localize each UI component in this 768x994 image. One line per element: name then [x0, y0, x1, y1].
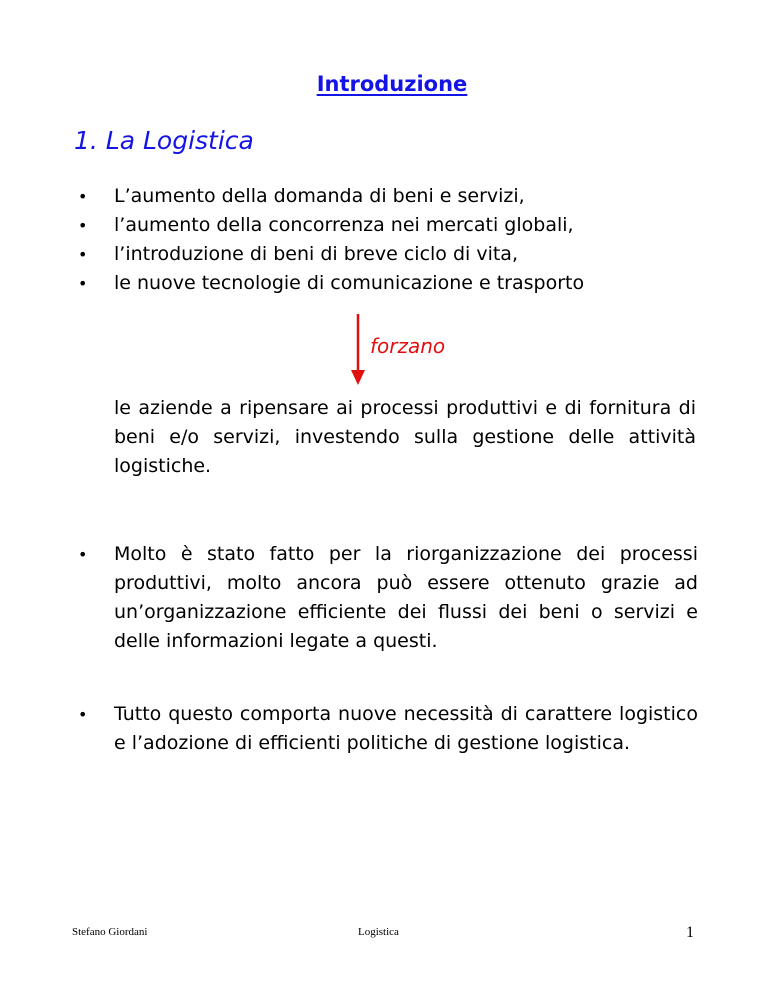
body-paragraph: le aziende a ripensare ai processi produttivi e di fornitura di beni e/o servizi, investendo sulla gestione delle attività logistiche.: [114, 397, 696, 477]
page-number: 1: [686, 924, 694, 941]
bullet-icon: •: [78, 705, 88, 724]
page-title: Introduzione: [316, 72, 468, 96]
bullet-icon: •: [78, 545, 88, 564]
bullet-point: [78, 700, 698, 758]
footer-author: Stefano Giordani: [72, 926, 148, 938]
list-item: • L’aumento della domanda di beni e servizi,: [78, 182, 584, 211]
arrow-label: forzano: [370, 334, 446, 358]
bullet-point: [78, 540, 698, 656]
footer-title: Logistica: [358, 926, 399, 938]
down-arrow-icon: [346, 314, 370, 386]
list-item: • l’aumento della concorrenza nei mercati globali,: [78, 211, 584, 240]
bullet-point-text: Molto è stato fatto per la riorganizzazione dei processi produttivi, molto ancora può essere ottenuto grazie ad un’organizzazione efficiente dei flussi dei beni o servizi e delle informazioni legate a questi.: [114, 543, 698, 652]
section-heading: 1. La Logistica: [74, 126, 254, 155]
intro-bullet-list: [78, 182, 584, 298]
bullet-point-text: Tutto questo comporta nuove necessità di carattere logistico e l’adozione di efficienti politiche di gestione logistica.: [114, 703, 698, 754]
list-item: • le nuove tecnologie di comunicazione e trasporto: [78, 269, 584, 298]
list-item: • l’introduzione di beni di breve ciclo di vita,: [78, 240, 584, 269]
